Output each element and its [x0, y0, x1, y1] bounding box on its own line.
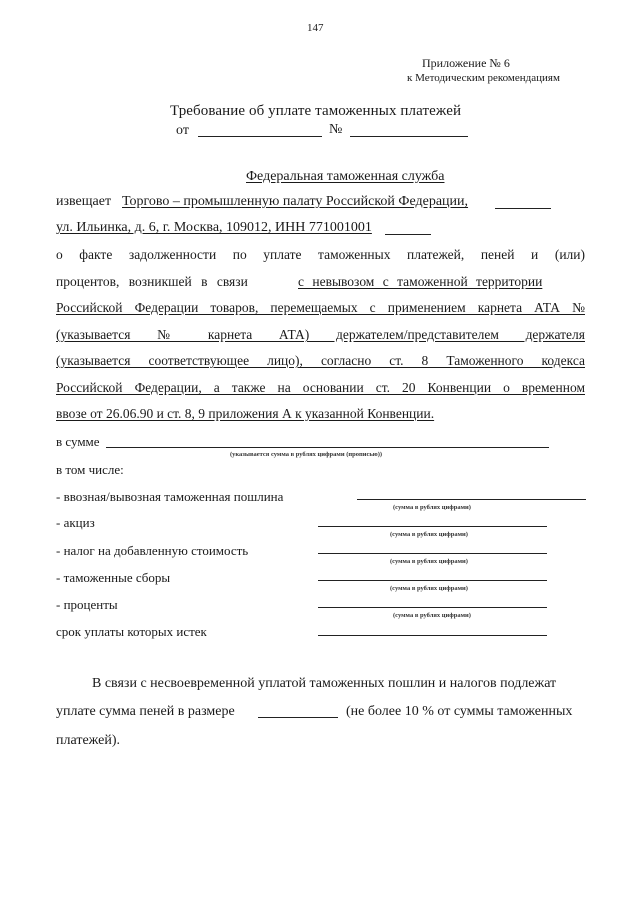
import-export-duty-field[interactable]	[357, 499, 586, 500]
customs-fees-label: - таможенные сборы	[56, 570, 171, 585]
vat-field[interactable]	[318, 553, 547, 554]
excise-field[interactable]	[318, 526, 547, 527]
sum-hint: (указывается сумма в рублях цифрами (прописью))	[230, 451, 383, 458]
date-field[interactable]	[198, 136, 322, 137]
penalty-amount-field[interactable]	[258, 717, 338, 718]
paragraph-line-2b: с невывозом с таможенной территории	[298, 274, 543, 289]
penalty-line-2a: уплате сумма пеней в размере	[56, 704, 235, 719]
customs-fees-field[interactable]	[318, 580, 547, 581]
excise-label: - акциз	[56, 515, 95, 530]
paragraph-line-3: Российской Федерации товаров, перемещаемых с применением карнета АТА №	[56, 300, 585, 315]
penalty-line-3: платежей).	[56, 733, 121, 748]
notifies-label: извещает	[56, 194, 112, 209]
org-name: Федеральная таможенная служба	[246, 169, 445, 184]
deadline-label: срок уплаты которых истек	[56, 624, 207, 639]
number-field[interactable]	[350, 136, 468, 137]
addressee-address: ул. Ильинка, д. 6, г. Москва, 109012, ИНН 771001001	[56, 220, 372, 235]
paragraph-line-7: ввозе от 26.06.90 и ст. 8, 9 приложения А к указанной Конвенции.	[56, 406, 435, 421]
number-label: №	[329, 122, 343, 137]
addressee-name: Торгово – промышленную палату Российской Федерации,	[122, 194, 469, 209]
import-export-duty-hint: (сумма в рублях цифрами)	[393, 504, 471, 511]
vat-label: - налог на добавленную стоимость	[56, 543, 249, 558]
interest-field[interactable]	[318, 607, 547, 608]
deadline-field[interactable]	[318, 635, 547, 636]
from-label: от	[176, 123, 189, 138]
interest-hint: (сумма в рублях цифрами)	[393, 612, 471, 619]
annex-reference: к Методическим рекомендациям	[407, 72, 560, 84]
interest-label: - проценты	[56, 597, 118, 612]
including-label: в том числе:	[56, 462, 124, 477]
paragraph-line-6: Российской Федерации, а также на основании ст. 20 Конвенции о временном	[56, 380, 585, 395]
vat-hint: (сумма в рублях цифрами)	[390, 558, 468, 565]
penalty-line-1: В связи с несвоевременной уплатой таможенных пошлин и налогов подлежат	[92, 676, 557, 691]
excise-hint: (сумма в рублях цифрами)	[390, 531, 468, 538]
penalty-line-2b: (не более 10 % от суммы таможенных	[346, 704, 573, 719]
sum-field[interactable]	[106, 447, 549, 448]
addressee-underline-tail	[495, 208, 551, 209]
sum-label: в сумме	[56, 434, 100, 449]
annex-label: Приложение № 6	[422, 56, 510, 70]
document-title: Требование об уплате таможенных платежей	[170, 103, 462, 119]
paragraph-line-5: (указывается соответствующее лицо), согласно ст. 8 Таможенного кодекса	[56, 353, 585, 368]
paragraph-line-4: (указывается № карнета АТА) держателем/представителем держателя	[56, 327, 585, 342]
page-number: 147	[307, 22, 324, 34]
paragraph-line-2a: процентов, возникшей в связи	[56, 274, 248, 289]
paragraph-line-1: о факте задолженности по уплате таможенных платежей, пеней и (или)	[56, 247, 585, 262]
customs-fees-hint: (сумма в рублях цифрами)	[390, 585, 468, 592]
address-underline-tail	[385, 234, 431, 235]
import-export-duty-label: - ввозная/вывозная таможенная пошлина	[56, 489, 284, 504]
